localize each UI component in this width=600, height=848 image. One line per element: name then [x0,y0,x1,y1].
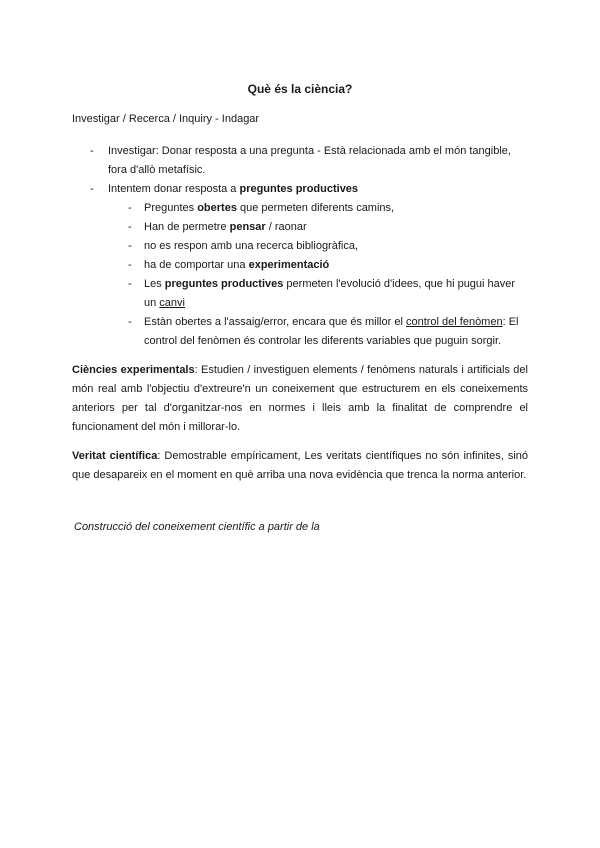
sub-list-item [72,237,528,256]
bullet-dash: - [128,316,132,328]
sub-list-item [72,256,528,275]
list-item [72,142,528,180]
sub-list-item-text: Les preguntes productives permeten l'evolució d'idees, que hi pugui haver un canvi [144,278,516,309]
list-item [72,180,528,199]
italic-line: Construcció del coneixement científic a partir de la [74,521,320,533]
sub-list-item [72,199,528,218]
bullet-dash: - [128,259,132,271]
bullet-dash: - [128,221,132,233]
sub-list-item-text: ha de comportar una experimentació [144,259,330,271]
bullet-dash: - [90,145,94,157]
bullet-dash: - [128,278,132,290]
bullet-dash: - [90,183,94,195]
sub-list-item-text: Estàn obertes a l'assaig/error, encara que és millor el control del fenòmen: El control del fenòmen és controlar les diferents variables que puguin sorgir. [144,316,519,347]
bullet-dash: - [128,240,132,252]
list-item-text: Investigar: Donar resposta a una pregunta - Està relacionada amb el món tangible, fora d'allò metafísic. [108,145,511,176]
bullet-dash: - [128,202,132,214]
paragraph-veritat-cientifica: Veritat científica: Demostrable empíricament, Les veritats científiques no són infinites, sinó que desapareix en el moment en què arriba una nova evidència que trenca la norma anterior. [72,450,528,481]
sub-list-item-text: Preguntes obertes que permeten diferents camins, [144,202,395,214]
sub-list-item [72,275,528,313]
list-item-text: Intentem donar resposta a preguntes productives [108,183,359,195]
sub-list-item [72,313,528,351]
sub-list-item-text: Han de permetre pensar / raonar [144,221,307,233]
sub-list-item-text: no es respon amb una recerca bibliogràfica, [144,240,359,252]
subtitle: Investigar / Recerca / Inquiry - Indagar [72,113,260,125]
paragraph-ciencies-experimentals: Ciències experimentals: Estudien / investiguen elements / fenòmens naturals i artificials del món real amb l'objectiu d'extreure'n un coneixement que estructurem en els coneixements anteriors per tal d'organitzar-nos en normes i lleis amb la finalitat de comprendre el funcionament del món i millorar-lo. [72,364,528,433]
page-title: Què és la ciència? [247,82,353,96]
sub-list-item [72,218,528,237]
